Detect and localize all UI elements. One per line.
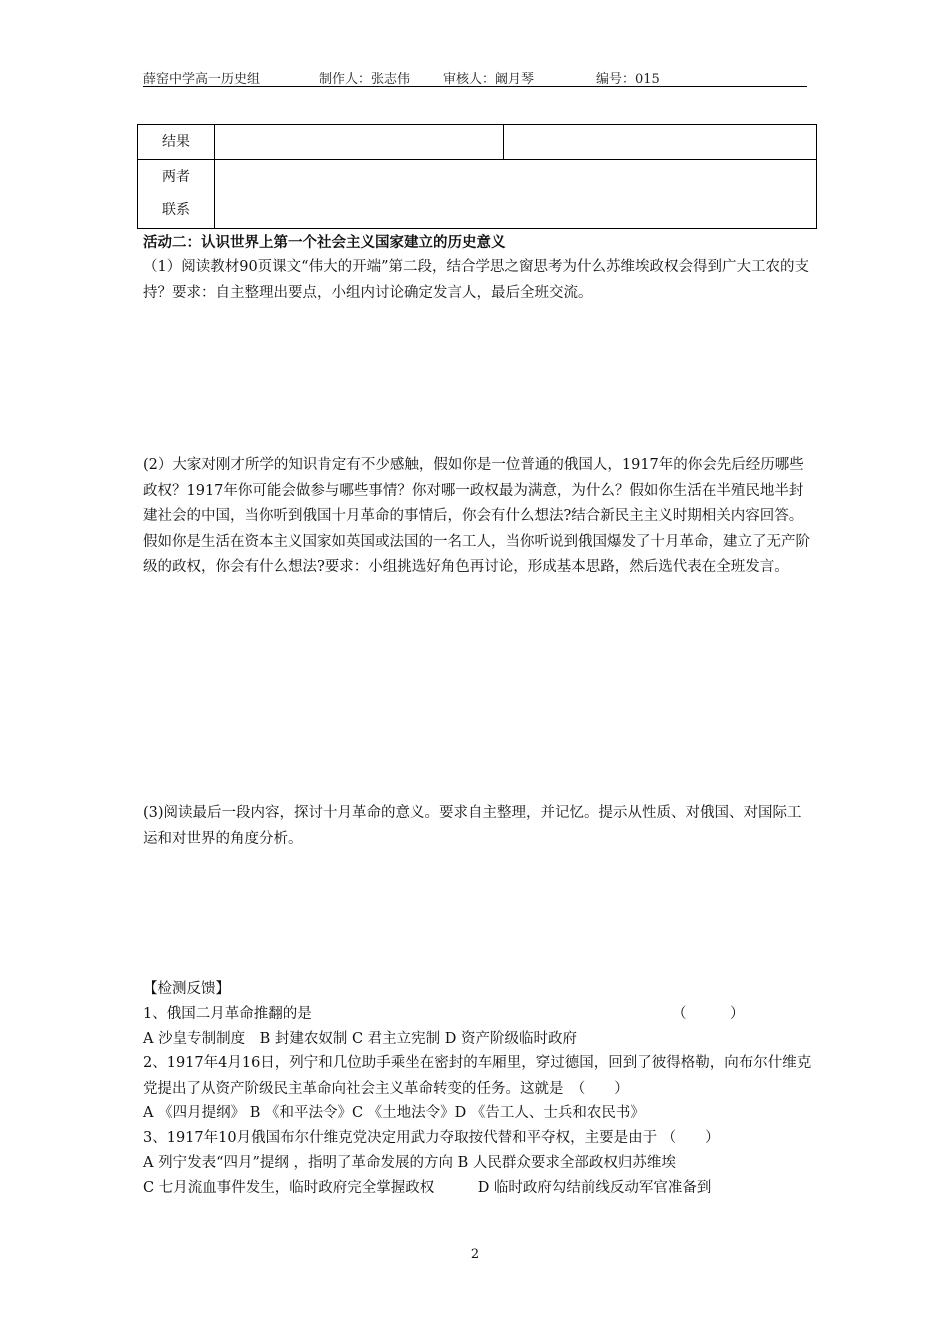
header-school: 薛窑中学高一历史组 bbox=[143, 72, 261, 87]
feedback-question-2: 2、1917年4月16日，列宁和几位助手乘坐在密封的车厢里，穿过德国，回到了彼得格勒，向布尔什维克党提出了从资产阶级民主革命向社会主义革命转变的任务。这就是 （ ） bbox=[143, 1055, 812, 1097]
feedback-question-1-options: A 沙皇专制制度 B 封建农奴制 C 君主立宪制 D 资产阶级临时政府 bbox=[143, 1031, 577, 1047]
row-label-relation-line2: 联系 bbox=[162, 202, 190, 218]
activity2-title: 活动二：认识世界上第一个社会主义国家建立的历史意义 bbox=[143, 234, 506, 251]
table-row-result bbox=[138, 125, 817, 160]
feedback-title: 【检测反馈】 bbox=[143, 981, 230, 997]
row-label-relation bbox=[138, 160, 215, 229]
result-cell-right bbox=[504, 125, 817, 160]
feedback-question-1-answer-blank: （ ） bbox=[672, 1006, 745, 1022]
row-label-result: 结果 bbox=[138, 125, 215, 160]
relation-cell bbox=[215, 160, 817, 229]
comparison-table bbox=[137, 124, 817, 229]
table-row-relation bbox=[138, 160, 817, 229]
page-header bbox=[143, 66, 807, 87]
result-cell-left bbox=[215, 125, 504, 160]
feedback-question-2-options: A 《四月提纲》 B 《和平法令》C 《土地法令》D 《告工人、士兵和农民书》 bbox=[143, 1105, 645, 1121]
activity2-question-1: （1）阅读教材90页课文“伟大的开端”第二段，结合学思之窗思考为什么苏维埃政权会得到广大工农的支持？要求：自主整理出要点，小组内讨论确定发言人，最后全班交流。 bbox=[143, 259, 809, 301]
feedback-question-3-options-1: A 列宁发表“四月”提纲 ，指明了革命发展的方向 B 人民群众要求全部政权归苏维埃 bbox=[143, 1155, 676, 1171]
feedback-question-1: 1、俄国二月革命推翻的是 bbox=[143, 1006, 312, 1022]
header-author: 制作人：张志伟 bbox=[319, 72, 411, 87]
page-number: 2 bbox=[470, 1247, 480, 1262]
header-number: 编号：015 bbox=[596, 72, 660, 87]
row-label-relation-line1: 两者 bbox=[162, 169, 190, 185]
header-reviewer: 审核人：阚月琴 bbox=[443, 72, 535, 87]
feedback-question-3-options-2: C 七月流血事件发生，临时政府完全掌握政权 D 临时政府勾结前线反动军官准备到 bbox=[143, 1180, 712, 1196]
activity2-question-3: (3)阅读最后一段内容，探讨十月革命的意义。要求自主整理，并记忆。提示从性质、对俄国、对国际工运和对世界的角度分析。 bbox=[143, 805, 802, 847]
activity2-question-2: (2）大家对刚才所学的知识肯定有不少感触，假如你是一位普通的俄国人，1917年的你会先后经历哪些政权？1917年你可能会做参与哪些事情？你对哪一政权最为满意，为什么？假如你生活在半殖民地半封建社会的中国，当你听到俄国十月革命的事情后，你会有什么想法?结合新民主主义时期相关内容回答。假如你是生活在资本主义国家如英国或法国的一名工人，当你听说到俄国爆发了十月革命，建立了无产阶级的政权，你会有什么想法?要求：小组挑选好角色再讨论，形成基本思路，然后选代表在全班发言。 bbox=[143, 457, 810, 575]
feedback-question-3: 3、1917年10月俄国布尔什维克党决定用武力夺取按代替和平夺权，主要是由于 （ ） bbox=[143, 1130, 720, 1146]
